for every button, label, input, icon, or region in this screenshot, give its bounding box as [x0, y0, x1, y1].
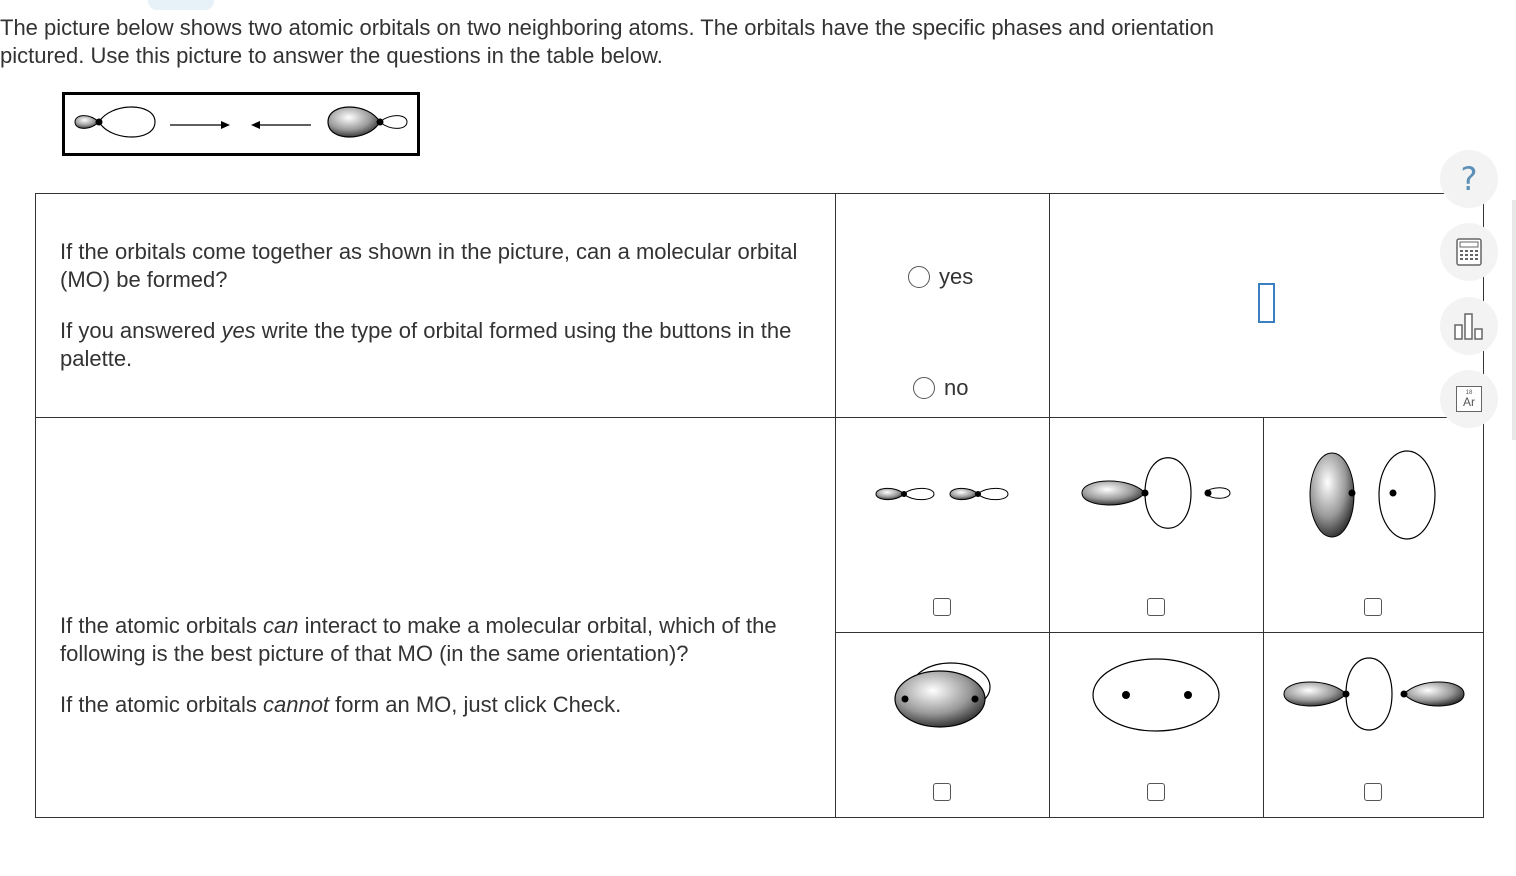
choice-2-checkbox[interactable] [1147, 598, 1165, 616]
choice-1-checkbox[interactable] [933, 598, 951, 616]
radio-yes-label: yes [939, 264, 974, 289]
top-tab [148, 0, 214, 10]
bar-chart-icon [1453, 311, 1485, 341]
question-mark-icon: ? [1460, 160, 1478, 198]
question-2-cell [36, 418, 836, 818]
question-2-text: If the atomic orbitals can interact to make a molecular orbital, which of the following is the best picture of that MO (in the same orientation)? [60, 613, 777, 666]
choice-5-checkbox[interactable] [1147, 783, 1165, 801]
question-2-instruction: If the atomic orbitals cannot form an MO, just click Check. [60, 692, 622, 717]
help-button[interactable] [1440, 150, 1498, 208]
question-table [35, 193, 1484, 818]
choice-cell-4[interactable] [836, 633, 1050, 818]
intro-line-2: pictured. Use this picture to answer the questions in the table below. [0, 43, 663, 68]
radio-no-circle[interactable] [913, 377, 935, 399]
choice-cell-3[interactable] [1264, 418, 1484, 633]
orbital-type-answer-box[interactable] [1258, 283, 1275, 323]
radio-no-label: no [944, 375, 969, 400]
periodic-symbol: Ar [1463, 395, 1475, 409]
answer-cell [1050, 194, 1484, 418]
data-chart-button[interactable] [1440, 297, 1498, 355]
yes-no-cell [836, 194, 1050, 418]
intro-line-1: The picture below shows two atomic orbitals on two neighboring atoms. The orbitals have the specific phases and orientation [0, 15, 1214, 40]
periodic-table-icon [1456, 386, 1482, 412]
choice-4-checkbox[interactable] [933, 783, 951, 801]
choice-cell-6[interactable] [1264, 633, 1484, 818]
choice-cell-5[interactable] [1050, 633, 1264, 818]
choice-6-checkbox[interactable] [1364, 783, 1382, 801]
periodic-table-button[interactable] [1440, 370, 1498, 428]
intro-text [0, 14, 1440, 70]
question-1-text: If the orbitals come together as shown in the picture, can a molecular orbital (MO) be formed? [60, 239, 798, 292]
choice-cell-1[interactable] [836, 418, 1050, 633]
radio-yes[interactable] [908, 264, 973, 290]
orbitals-approaching-icon [65, 95, 417, 153]
radio-no[interactable] [913, 375, 968, 401]
radio-yes-circle[interactable] [908, 266, 930, 288]
choice-3-checkbox[interactable] [1364, 598, 1382, 616]
orbital-picture [62, 92, 420, 156]
choice-cell-2[interactable] [1050, 418, 1264, 633]
question-1-instruction: If you answered yes write the type of orbital formed using the buttons in the palette. [60, 318, 792, 371]
edge-scroll-strip [1512, 200, 1516, 440]
question-1-cell [36, 194, 836, 418]
periodic-number: 18 [1465, 390, 1473, 396]
calculator-icon [1456, 238, 1482, 266]
calculator-button[interactable] [1440, 223, 1498, 281]
